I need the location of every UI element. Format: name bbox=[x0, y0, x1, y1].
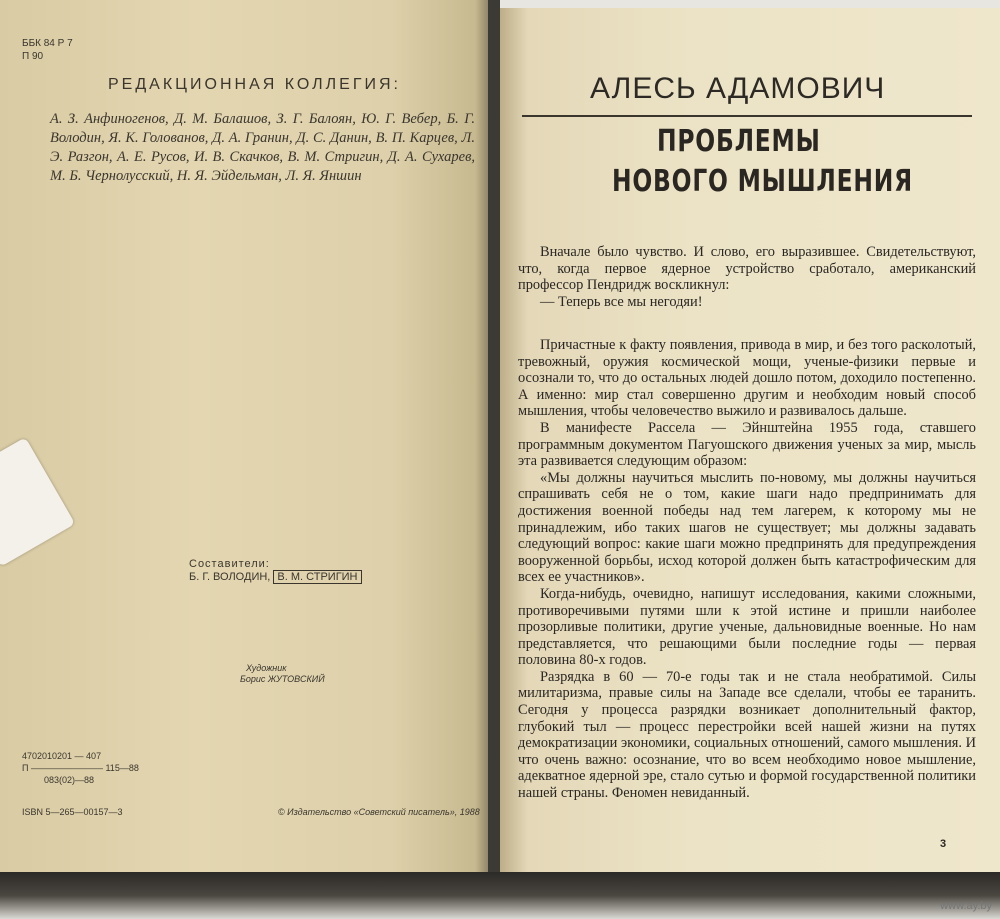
composers-names bbox=[189, 571, 389, 584]
author-name: АЛЕСЬ АДАМОВИЧ bbox=[590, 72, 886, 105]
artist-name: Борис ЖУТОВСКИЙ bbox=[240, 674, 325, 684]
paragraph-7: Разрядка в 60 — 70-е годы так и не стала необратимой. Силы милитаризма, правые силы на Западе все сделали, чтобы ее таранить. Сегодня у процесса разрядки возникает дополнительный фактор, глубокий тыл — процесс перестройки всей нашей жизни на путях демократизации экономики, социальных отношений, самого мышления. И что очень важно: осознание, что во всем необходимо новое мышление, адекватное ядерной эре, стало сутью и формой государственной политики нашей страны. Феномен невиданный. bbox=[518, 668, 976, 802]
catalog-code-3: 083(02)—88 bbox=[44, 775, 95, 785]
editorial-board-heading: РЕДАКЦИОННАЯ КОЛЛЕГИЯ: bbox=[108, 76, 401, 93]
paragraph-4: В манифесте Рассела — Эйнштейна 1955 года, ставшего программным документом Пагуошского движения ученых за мир, мысль эта развивается следующим образом: bbox=[518, 419, 976, 470]
intro-text bbox=[518, 244, 976, 310]
paragraph-6: Когда-нибудь, очевидно, напишут исследования, какими сложными, противоречивыми путями шли к этой истине и пришли наиболее прозорливые политики, другие ученые, дальновидные военные. Но нам представляется, что решающими были последние годы — первая половина 80-х годов. bbox=[518, 585, 976, 669]
catalog-code-1: 4702010201 — 407 bbox=[22, 751, 102, 761]
title-rule bbox=[522, 115, 972, 117]
bbk-code: ББК 84 Р 7 bbox=[22, 38, 73, 49]
title-line-2: НОВОГО МЫШЛЕНИЯ bbox=[612, 164, 913, 199]
copyright: © Издательство «Советский писатель», 1988 bbox=[278, 807, 480, 817]
paragraph-1: Вначале было чувство. И слово, его выразившее. Свидетельствуют, что, когда первое ядерное устройство сработало, американский профессор Пендридж воскликнул: bbox=[518, 244, 976, 294]
artist-label: Художник bbox=[246, 663, 287, 673]
watermark: www.ay.by bbox=[940, 900, 992, 912]
isbn: ISBN 5—265—00157—3 bbox=[22, 807, 123, 817]
composer-strigin: В. М. СТРИГИН bbox=[273, 570, 361, 584]
paragraph-3: Причастные к факту появления, привода в мир, и без того расколотый, тревожный, оружия космической мощи, ученые-физики первые и осознали то, что до остальных людей дошло потом, доходило постепенно. А именно: мир стал совершенно другим и необходим новый способ мышления, чтобы человечество выжило и развивалось дальше. bbox=[518, 337, 976, 420]
book-gutter bbox=[488, 0, 500, 880]
title-line-1: ПРОБЛЕМЫ bbox=[657, 124, 821, 159]
main-text bbox=[518, 337, 976, 802]
composer-volodin: Б. Г. ВОЛОДИН, bbox=[189, 571, 271, 583]
composers-label: Составители: bbox=[189, 558, 270, 570]
composers-block bbox=[189, 558, 389, 584]
editorial-board-members: А. З. Анфиногенов, Д. М. Балашов, З. Г. Балоян, Ю. Г. Вебер, Б. Г. Володин, Я. К. Голованов, Д. А. Гранин, Д. С. Данин, В. П. Карцев, Л. Э. Разгон, А. Е. Русов, И. В. Скачков, В. М. Стригин, Д. А. Сухарев, М. Б. Чернолусский, Н. Я. Эйдельман, Л. Я. Яншин bbox=[50, 111, 475, 184]
book-cover-edge bbox=[0, 872, 1000, 919]
page-number: 3 bbox=[940, 838, 947, 850]
paragraph-5-quote: «Мы должны научиться мыслить по-новому, мы должны научиться спрашивать себя не о том, какие шаги надо предпринимать для достижения военной победы над тем лагерем, к которому мы не принадлежим, ибо таких шагов не существует; мы должны задавать следующий вопрос: какие шаги можно предпринять для предупреждения вооруженной борьбы, исход которой должен быть катастрофическим для всех ее участников». bbox=[518, 469, 976, 586]
catalog-index: П 90 bbox=[22, 51, 44, 62]
paragraph-2: — Теперь все мы негодяи! bbox=[540, 293, 703, 310]
catalog-code-2: П ———————— 115—88 bbox=[22, 763, 139, 773]
